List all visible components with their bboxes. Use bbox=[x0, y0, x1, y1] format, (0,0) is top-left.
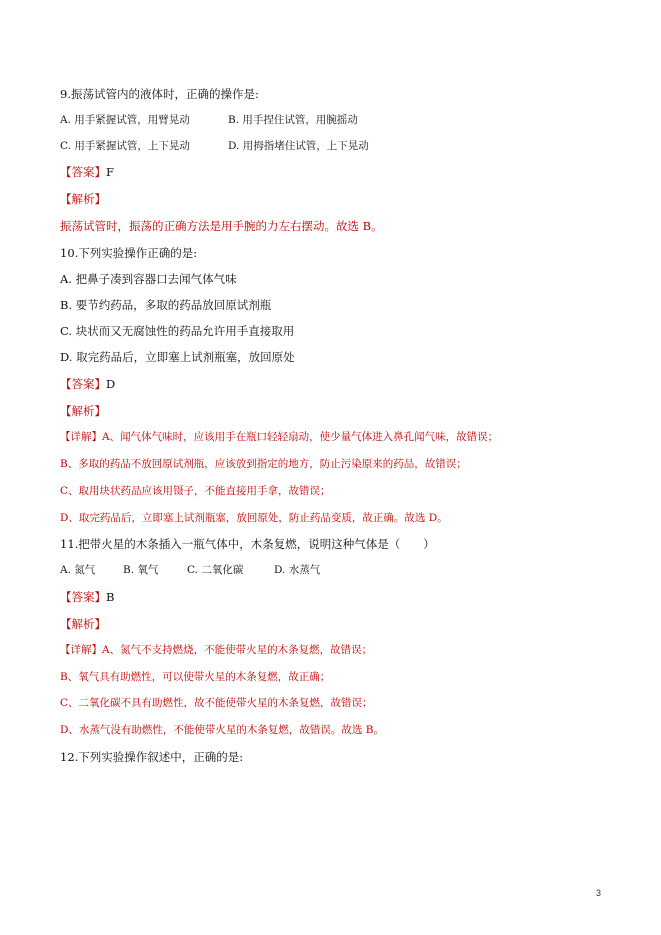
q9-analysis-tag: 【解析】 bbox=[60, 192, 106, 206]
page-number: 3 bbox=[595, 888, 601, 898]
answer-value: B bbox=[106, 590, 115, 604]
q11-option-a: A. 氮气 bbox=[60, 564, 96, 576]
q11-stem: 11.把带火星的木条插入一瓶气体中，木条复燃，说明这种气体是（ ） bbox=[60, 537, 435, 551]
q9-option-c: C. 用手紧握试管，上下晃动 bbox=[60, 140, 190, 152]
q10-detail-a: 【详解】A、闻气体气味时，应该用手在瓶口轻轻扇动，使少量气体进入鼻孔闻气味，故错误； bbox=[60, 431, 499, 443]
answer-value: D bbox=[106, 377, 116, 391]
q10-stem: 10.下列实验操作正确的是: bbox=[60, 246, 198, 260]
q11-option-d: D. 水蒸气 bbox=[274, 564, 321, 576]
q9-option-d: D. 用拇指堵住试管，上下晃动 bbox=[228, 140, 369, 152]
q10-detail-c: C、取用块状药品应该用镊子，不能直接用手拿，故错误； bbox=[60, 485, 331, 497]
q9-stem: 9.振荡试管内的液体时，正确的操作是: bbox=[60, 87, 259, 101]
q11-detail-d: D、水蒸气没有助燃性，不能使带火星的木条复燃，故错误。故选 B。 bbox=[60, 724, 384, 736]
answer-value: F bbox=[106, 165, 114, 179]
q9-answer bbox=[60, 164, 114, 180]
q11-detail-c: C、二氧化碳不具有助燃性，故不能使带火星的木条复燃，故错误； bbox=[60, 697, 373, 709]
q10-analysis-tag: 【解析】 bbox=[60, 404, 106, 418]
q10-option-c: C. 块状而又无腐蚀性的药品允许用手直接取用 bbox=[60, 324, 295, 338]
q10-answer bbox=[60, 376, 115, 392]
q9-option-a: A. 用手紧握试管，用臂晃动 bbox=[60, 114, 190, 126]
q11-answer bbox=[60, 589, 114, 605]
answer-tag: 【答案】 bbox=[60, 590, 106, 604]
answer-tag: 【答案】 bbox=[60, 165, 106, 179]
q10-option-b: B. 要节约药品，多取的药品放回原试剂瓶 bbox=[60, 298, 272, 312]
q9-analysis: 振荡试管时，振荡的正确方法是用手腕的力左右摆动。故选 B。 bbox=[60, 219, 383, 233]
q10-option-a: A. 把鼻子凑到容器口去闻气体气味 bbox=[60, 272, 237, 286]
q9-option-b: B. 用手捏住试管，用腕摇动 bbox=[228, 114, 358, 126]
q11-analysis-tag: 【解析】 bbox=[60, 617, 106, 631]
q11-option-b: B. 氧气 bbox=[123, 564, 159, 576]
q11-option-c: C. 二氧化碳 bbox=[187, 564, 244, 576]
q10-detail-d: D、取完药品后，立即塞上试剂瓶塞，放回原处，防止药品变质，故正确。故选 D。 bbox=[60, 512, 448, 524]
q11-detail-a: 【详解】A、氮气不支持燃烧，不能使带火星的木条复燃，故错误； bbox=[60, 644, 373, 656]
q10-detail-b: B、多取的药品不放回原试剂瓶，应该放到指定的地方，防止污染原来的药品，故错误； bbox=[60, 458, 467, 470]
q11-detail-b: B、氧气具有助燃性，可以使带火星的木条复燃，故正确； bbox=[60, 671, 331, 683]
q10-option-d: D. 取完药品后，立即塞上试剂瓶塞，放回原处 bbox=[60, 350, 295, 364]
q12-stem: 12.下列实验操作叙述中，正确的是: bbox=[60, 750, 244, 764]
answer-tag: 【答案】 bbox=[60, 377, 106, 391]
